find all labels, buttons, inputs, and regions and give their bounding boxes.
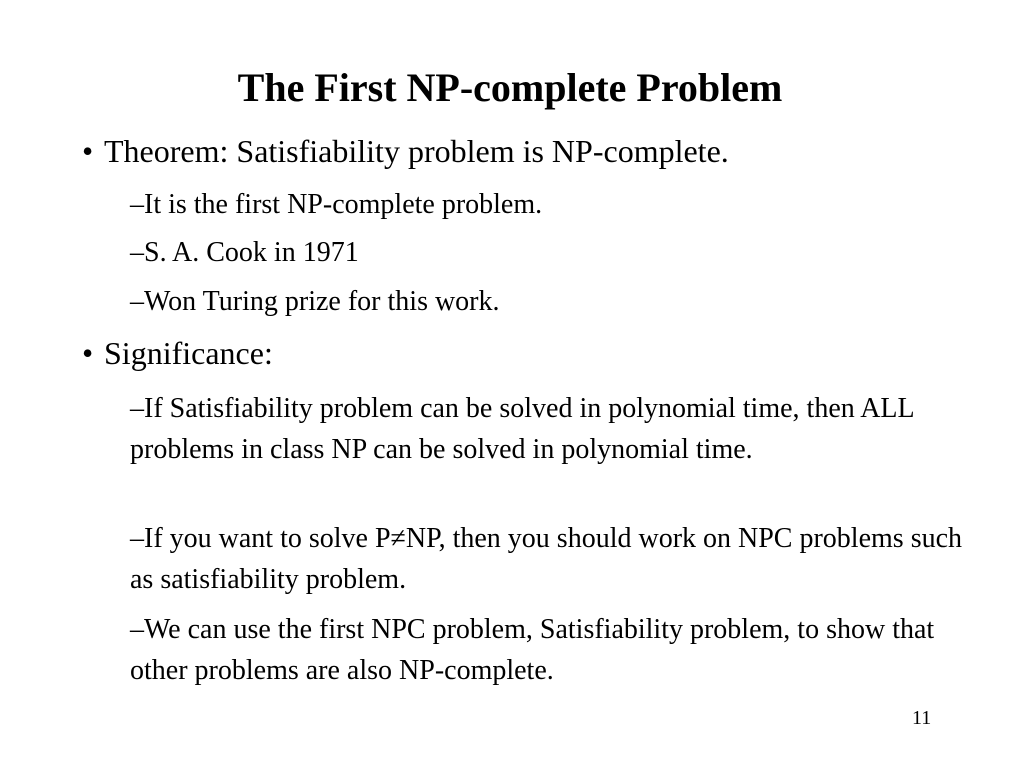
subitem-cook-1971: –S. A. Cook in 1971 bbox=[130, 237, 359, 268]
subitem-reduction: –We can use the first NPC problem, Satisfiability problem, to show that other problems are also NP-complete. bbox=[130, 614, 935, 686]
bullet-significance bbox=[82, 333, 273, 373]
subitem-first-npc: –It is the first NP-complete problem. bbox=[130, 189, 543, 220]
bullet-marker: • bbox=[82, 133, 94, 169]
bullet-theorem bbox=[82, 131, 729, 171]
bullet-text: Significance: bbox=[104, 335, 273, 371]
subitem-p-neq-np: –If you want to solve P≠NP, then you should work on NPC problems such as satisfiability problem. bbox=[130, 523, 963, 595]
bullet-marker: • bbox=[82, 335, 94, 371]
page-number: 11 bbox=[912, 707, 932, 729]
slide-title: The First NP-complete Problem bbox=[237, 65, 783, 110]
bullet-text: Theorem: Satisfiability problem is NP-complete. bbox=[104, 133, 729, 169]
subitem-polynomial-time: –If Satisfiability problem can be solved in polynomial time, then ALL problems in class NP can be solved in polynomial time. bbox=[130, 393, 914, 465]
subitem-turing-prize: –Won Turing prize for this work. bbox=[130, 286, 500, 317]
